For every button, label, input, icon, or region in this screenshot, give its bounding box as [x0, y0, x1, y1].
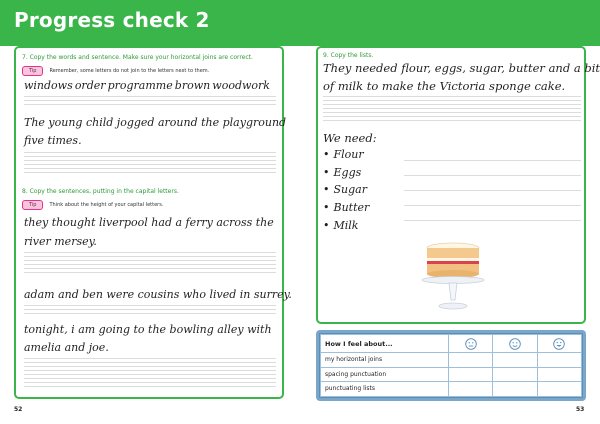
question-8-tip: [22, 200, 163, 210]
word-item: woodwork: [212, 79, 270, 92]
tip-text: Remember, some letters do not join to the letters next to them.: [49, 68, 210, 74]
word-item: brown: [174, 79, 211, 92]
word-item: windows: [24, 79, 73, 92]
slight-smile-face-icon: [509, 338, 521, 350]
tip-badge: Tip: [22, 66, 43, 76]
table-row: [321, 382, 582, 397]
question-9-list-heading: We need:: [323, 131, 377, 145]
table-row: [321, 353, 582, 368]
self-assessment-table: [320, 334, 582, 397]
neutral-face-icon: [465, 338, 477, 350]
writing-lines: [24, 305, 276, 317]
question-9-intro-line-2: of milk to make the Victoria sponge cake.: [323, 79, 566, 93]
row-label: punctuating lists: [321, 382, 449, 397]
question-8-instruction: 8. Copy the sentences, putting in the capital letters.: [22, 188, 179, 195]
rating-cell[interactable]: [493, 382, 537, 397]
writing-lines: [24, 152, 276, 176]
question-8-sentence-3-line-2: amelia and joe.: [24, 341, 109, 354]
tip-text: Think about the height of your capital letters.: [49, 202, 164, 208]
question-7-sentence-line-2: five times.: [24, 134, 82, 147]
row-label: my horizontal joins: [321, 353, 449, 368]
rating-cell[interactable]: [448, 367, 492, 382]
writing-lines: [404, 146, 581, 224]
big-smile-face-icon: [553, 338, 565, 350]
word-item: order: [74, 79, 106, 92]
question-8-sentence-3-line-1: tonight, i am going to the bowling alley with: [24, 323, 272, 336]
question-7-tip: [22, 66, 209, 76]
rating-cell[interactable]: [537, 353, 581, 368]
rating-cell[interactable]: [448, 353, 492, 368]
face-column-header: [448, 335, 492, 353]
face-column-header: [537, 335, 581, 353]
victoria-sponge-cake-illustration: [420, 240, 486, 320]
self-assessment-box: [316, 330, 586, 401]
rating-cell[interactable]: [537, 382, 581, 397]
word-item: programme: [107, 79, 173, 92]
face-column-header: [493, 335, 537, 353]
tip-badge: Tip: [22, 200, 43, 210]
list-item: • Eggs: [323, 165, 362, 179]
question-9-intro-line-1: They needed flour, eggs, sugar, butter and a bit: [323, 61, 600, 75]
table-header: How I feel about...: [321, 335, 449, 353]
rating-cell[interactable]: [537, 367, 581, 382]
question-8-sentence-1-line-1: they thought liverpool had a ferry across the: [24, 216, 274, 229]
row-label: spacing punctuation: [321, 367, 449, 382]
page-title: Progress check 2: [14, 8, 210, 32]
list-item: • Sugar: [323, 183, 367, 197]
page-number-right: 53: [576, 406, 585, 413]
list-item: • Milk: [323, 218, 359, 232]
rating-cell[interactable]: [493, 353, 537, 368]
question-7-sentence-line-1: The young child jogged around the playground: [24, 116, 287, 129]
question-9-list: [323, 146, 369, 234]
table-row: [321, 367, 582, 382]
rating-cell[interactable]: [448, 382, 492, 397]
list-item: • Butter: [323, 201, 370, 215]
question-8-sentence-1-line-2: river mersey.: [24, 235, 97, 248]
writing-lines: [323, 96, 581, 124]
question-7-instruction: 7. Copy the words and sentence. Make sure your horizontal joins are correct.: [22, 54, 253, 61]
table-header-row: [321, 335, 582, 353]
question-7-words: [24, 79, 270, 92]
rating-cell[interactable]: [493, 367, 537, 382]
writing-lines: [24, 252, 276, 276]
writing-lines: [24, 96, 276, 108]
list-item: • Flour: [323, 148, 364, 161]
question-9-instruction: 9. Copy the lists.: [323, 52, 374, 59]
writing-lines: [24, 358, 276, 390]
page-number-left: 52: [14, 406, 23, 413]
question-8-sentence-2: adam and ben were cousins who lived in surrey.: [24, 288, 292, 301]
